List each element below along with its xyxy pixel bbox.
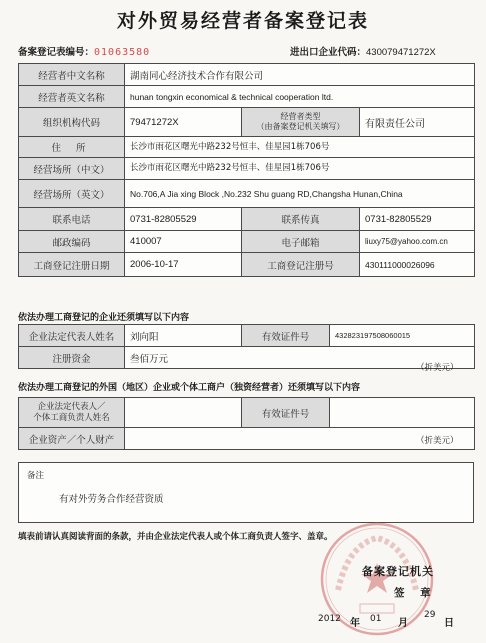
table-row <box>19 428 475 450</box>
cn-name-label: 经营者中文名称 <box>19 64 125 86</box>
foreign-rep-label-line2: 个体工商负责人姓名 <box>33 412 110 423</box>
reg-number-value: 430111000026096 <box>360 253 475 277</box>
table-row <box>19 108 475 137</box>
table-row <box>19 231 475 253</box>
record-number-value: 01063580 <box>94 47 151 58</box>
assets-label: 企业资产／个人财产 <box>19 428 125 450</box>
remarks-value: 有对外劳务合作经营资质 <box>59 494 164 505</box>
table-row <box>19 208 475 231</box>
operator-type-label <box>242 108 360 137</box>
legal-rep-id-value: 432823197508060015 <box>330 325 475 347</box>
reg-date-label: 工商登记注册日期 <box>19 253 125 277</box>
address-label: 住 所 <box>19 137 125 158</box>
org-code-label: 组织机构代码 <box>19 108 125 137</box>
foreign-rep-id-value <box>330 398 475 428</box>
date-day-unit: 日 <box>444 618 454 629</box>
registered-capital-value: 叁佰万元 <box>125 347 475 369</box>
biz-place-cn-value: 长沙市雨花区曙光中路232号恒丰、佳星园1栋706号 <box>125 158 475 180</box>
phone-label: 联系电话 <box>19 208 125 231</box>
biz-place-cn-label: 经营场所（中文） <box>19 158 125 180</box>
legal-rep-value: 刘向阳 <box>125 325 242 347</box>
enterprise-code-label: 进出口企业代码： <box>290 47 367 58</box>
section2-heading: 依法办理工商登记的外国（地区）企业或个体工商户（独资经营者）还须填写以下内容 <box>18 383 361 393</box>
footer-note: 填表前请认真阅读背面的条款，并由企业法定代表人或个体工商负责人签字、盖章。 <box>18 532 333 542</box>
operator-type-value: 有限责任公司 <box>360 108 475 137</box>
address-value: 长沙市雨花区曙光中路232号恒丰、佳星园1栋706号 <box>125 137 475 158</box>
email-value: liuxy75@yahoo.com.cn <box>360 231 475 253</box>
registration-authority: 备案登记机关 <box>362 565 434 578</box>
basic-info-table <box>18 63 475 277</box>
operator-type-label-line2: （由备案登记机关填写） <box>256 122 345 131</box>
date-day: 29 <box>424 610 436 620</box>
date-month: 01 <box>370 614 382 624</box>
seal-signature-label: 签 章 <box>394 587 437 599</box>
remarks-cell <box>19 463 474 523</box>
table-row <box>19 180 475 208</box>
enterprise-code <box>290 44 436 58</box>
section2-table <box>18 397 475 450</box>
date-year-unit: 年 <box>350 618 360 629</box>
remarks-table <box>18 462 474 523</box>
table-row <box>19 398 475 428</box>
operator-type-label-line1: 经营者类型 <box>280 112 321 121</box>
section2-usd-unit: （折美元） <box>416 436 459 446</box>
enterprise-code-value: 4300794712​72X <box>366 47 436 58</box>
reg-date-value: 2006-10-17 <box>125 253 242 277</box>
legal-rep-label: 企业法定代表人姓名 <box>19 325 125 347</box>
table-row <box>19 158 475 180</box>
record-number-label: 备案登记表编号： <box>18 47 95 58</box>
foreign-rep-value <box>125 398 242 428</box>
table-row <box>19 86 475 108</box>
registered-capital-label: 注册资金 <box>19 347 125 369</box>
section1-heading: 依法办理工商登记的企业还须填写以下内容 <box>18 313 190 323</box>
foreign-rep-id-label: 有效证件号 <box>242 398 330 428</box>
org-code-value: 79471272X <box>125 108 242 137</box>
foreign-rep-label-line1: 企业法定代表人／ <box>37 401 106 412</box>
table-row <box>19 347 475 369</box>
postcode-value: 410007 <box>125 231 242 253</box>
legal-rep-id-label: 有效证件号 <box>242 325 330 347</box>
reg-number-label: 工商登记注册号 <box>242 253 360 277</box>
form-title: 对外贸易经营者备案登记表 <box>116 10 369 32</box>
date-year: 2012 <box>318 614 341 624</box>
en-name-value: hunan tongxin economical & technical cooperation ltd. <box>125 86 475 108</box>
postcode-label: 邮政编码 <box>19 231 125 253</box>
table-row <box>19 64 475 86</box>
cn-name-value: 湖南同心经济技术合作有限公司 <box>125 64 475 86</box>
en-name-label: 经营者英文名称 <box>19 86 125 108</box>
foreign-rep-label <box>19 398 125 428</box>
biz-place-en-value: No.706,A Jia xing Block ,No.232 Shu guang RD,Changsha Hunan,China <box>125 180 475 208</box>
table-row <box>19 463 474 523</box>
section1-usd-unit: （折美元） <box>416 363 459 373</box>
record-number <box>18 44 150 58</box>
fax-value: 0731-82805529 <box>360 208 475 231</box>
phone-value: 0731-82805529 <box>125 208 242 231</box>
remarks-label: 备注 <box>27 471 45 481</box>
section1-table <box>18 324 475 369</box>
fax-label: 联系传真 <box>242 208 360 231</box>
table-row <box>19 253 475 277</box>
date-month-unit: 月 <box>398 618 408 629</box>
biz-place-en-label: 经营场所（英文） <box>19 180 125 208</box>
email-label: 电子邮箱 <box>242 231 360 253</box>
table-row <box>19 325 475 347</box>
table-row <box>19 137 475 158</box>
